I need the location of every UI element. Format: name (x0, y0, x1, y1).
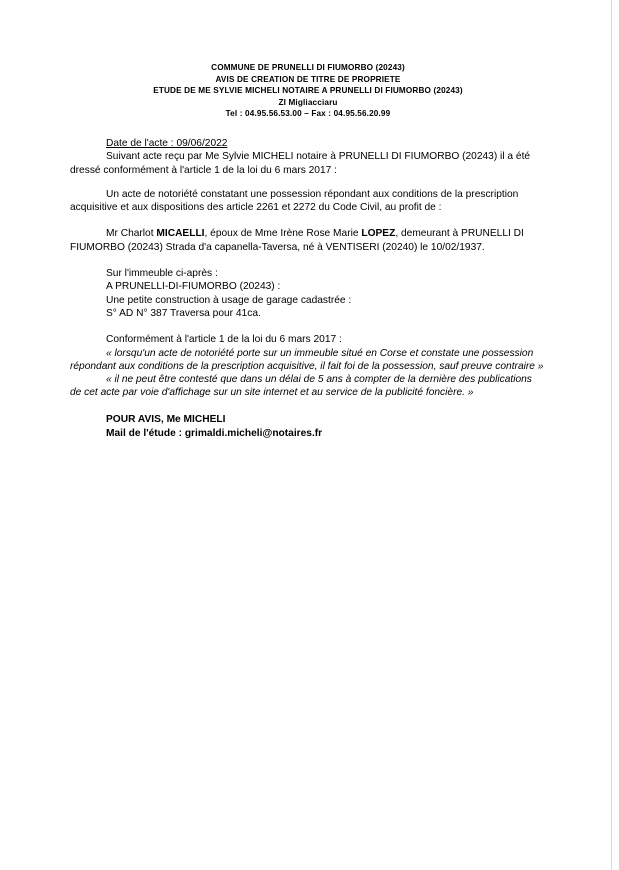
property-location: A PRUNELLI-DI-FIUMORBO (20243) : (106, 281, 281, 293)
beneficiary-middle: , époux de Mme Irène Rose Marie (204, 228, 362, 240)
letterhead (70, 62, 546, 120)
document-content (70, 62, 546, 442)
spacer (70, 400, 546, 413)
letterhead-line-commune: COMMUNE DE PRUNELLI DI FIUMORBO (20243) (211, 63, 405, 72)
beneficiary-suffix: , demeurant à PRUNELLI DI FIUMORBO (20243) Strada d'a capanella-Taversa, né à VENTISERI (20240) le 10/02/1937. (70, 228, 524, 253)
law-reference-line: Conformément à l'article 1 de la loi du 6 mars 2017 : (106, 334, 342, 346)
law-quote-two: « il ne peut être contesté que dans un délai de 5 ans à compter de la dernière des publications de cet acte par voie d'affichage sur un site internet et au service de la publicité foncière. » (70, 374, 532, 399)
property-heading: Sur l'immeuble ci-après : (106, 268, 218, 280)
document-body (70, 137, 546, 442)
beneficiary-surname: MICAELLI (156, 228, 205, 240)
deed-date-line (70, 137, 546, 150)
signature-line: POUR AVIS, Me MICHELI (106, 413, 226, 425)
spacer (70, 177, 546, 188)
intro-paragraph: Suivant acte reçu par Me Sylvie MICHELI notaire à PRUNELLI DI FIUMORBO (20243) il a été dressé conformément à l'article 1 de la loi du 6 mars 2017 : (70, 151, 531, 176)
deed-description-paragraph: Un acte de notoriété constatant une possession répondant aux conditions de la prescription acquisitive et aux dispositions des article 2261 et 2272 du Code Civil, au profit de : (70, 188, 519, 214)
spacer (70, 254, 546, 267)
property-cadastral-reference: S° AD N° 387 Traversa pour 41ca. (106, 307, 261, 319)
letterhead-line-notice-type: AVIS DE CREATION DE TITRE DE PROPRIETE (215, 74, 401, 84)
law-quote-one: « lorsqu'un acte de notoriété porte sur un immeuble situé en Corse et constate une possession répondant aux conditions de la prescription acquisitive, il fait foi de la possession, sauf preuve contraire » (70, 347, 544, 372)
letterhead-line-contact: Tel : 04.95.56.53.00 – Fax : 04.95.56.20.99 (225, 109, 391, 119)
deed-date-text: Date de l'acte : 09/06/2022 (106, 137, 228, 149)
property-description: Une petite construction à usage de garage cadastrée : (106, 294, 352, 306)
letterhead-line-address: ZI Migliacciaru (278, 97, 338, 107)
spacer (70, 214, 546, 227)
email-line: Mail de l'étude : grimaldi.micheli@notaires.fr (106, 428, 323, 440)
beneficiary-paragraph (70, 227, 546, 254)
property-block (70, 267, 546, 320)
beneficiary-prefix: Mr Charlot (106, 228, 157, 240)
spacer (70, 320, 546, 333)
spouse-surname: LOPEZ (361, 228, 396, 240)
letterhead-line-notary-office: ETUDE DE ME SYLVIE MICHELI NOTAIRE A PRUNELLI DI FIUMORBO (20243) (153, 86, 463, 96)
